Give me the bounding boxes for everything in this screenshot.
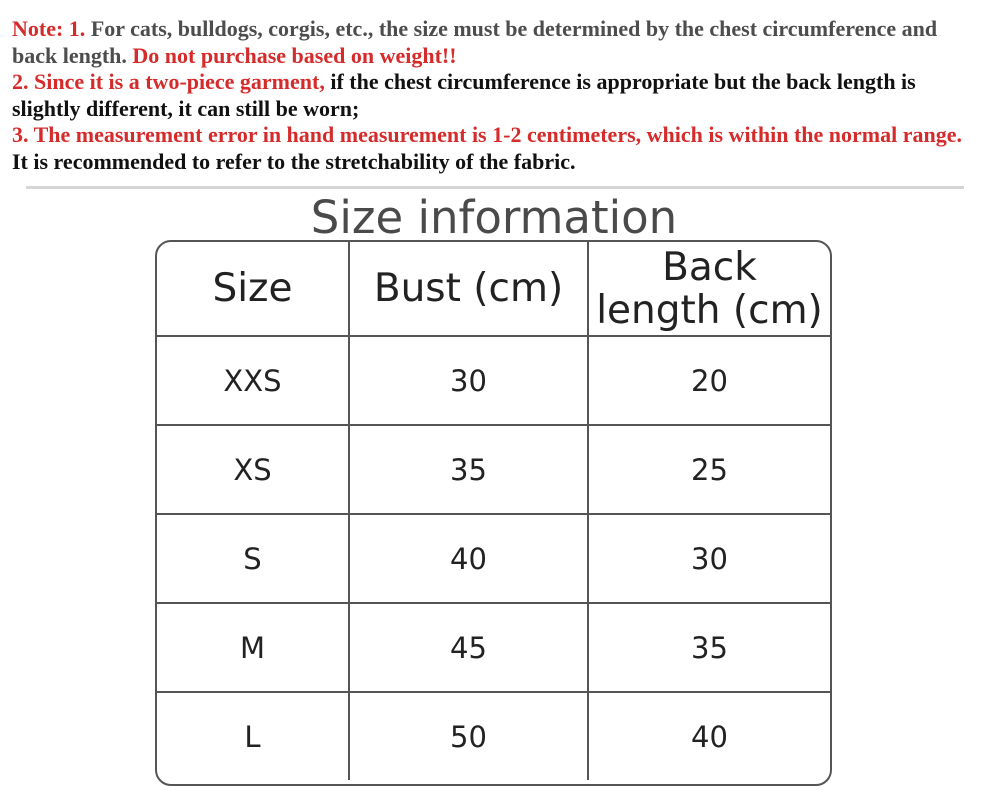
back-length-cell: 25 xyxy=(587,426,830,513)
size-cell: XS xyxy=(233,452,272,487)
note-line-2 xyxy=(12,69,972,122)
header-back-length: Back length (cm) xyxy=(587,242,830,335)
header-size: Size xyxy=(212,266,293,311)
note-1-prefix: Note: 1. xyxy=(12,16,86,41)
size-cell: XXS xyxy=(223,363,282,398)
note-2-highlight: 2. Since it is a two-piece garment, xyxy=(12,69,325,95)
note-line-3 xyxy=(12,122,972,175)
table-row xyxy=(157,513,830,602)
note-1-text: For cats, bulldogs, corgis, etc., the size must be determined by the chest circumference and back length. xyxy=(12,16,938,68)
table-row xyxy=(157,335,830,424)
note-3-text: It is recommended to refer to the stretchability of the fabric. xyxy=(12,148,576,174)
size-cell: S xyxy=(243,541,262,576)
size-cell: M xyxy=(239,630,266,665)
bust-cell: 45 xyxy=(348,604,587,691)
table-row xyxy=(157,424,830,513)
bust-cell: 40 xyxy=(348,515,587,602)
table-title: Size information xyxy=(310,191,678,244)
back-length-cell: 35 xyxy=(587,604,830,691)
divider-line xyxy=(26,186,964,189)
table-row xyxy=(157,602,830,691)
back-length-cell: 20 xyxy=(587,337,830,424)
size-table xyxy=(155,240,832,786)
header-bust: Bust (cm) xyxy=(348,242,587,335)
bust-cell: 30 xyxy=(348,337,587,424)
notes-block xyxy=(12,16,972,176)
bust-cell: 35 xyxy=(348,426,587,513)
note-2-text: if the chest circumference is appropriate but the back length is slightly different, it can still be worn; xyxy=(12,69,916,121)
size-cell: L xyxy=(244,719,261,754)
note-1-warning: Do not purchase based on weight!! xyxy=(126,42,457,68)
table-header-row xyxy=(157,242,830,335)
bust-cell: 50 xyxy=(348,693,587,780)
table-row xyxy=(157,691,830,780)
back-length-cell: 40 xyxy=(587,693,830,780)
note-line-1 xyxy=(12,16,972,69)
note-3-highlight: 3. The measurement error in hand measurement is 1-2 centimeters, which is within the normal range. xyxy=(12,122,962,148)
back-length-cell: 30 xyxy=(587,515,830,602)
